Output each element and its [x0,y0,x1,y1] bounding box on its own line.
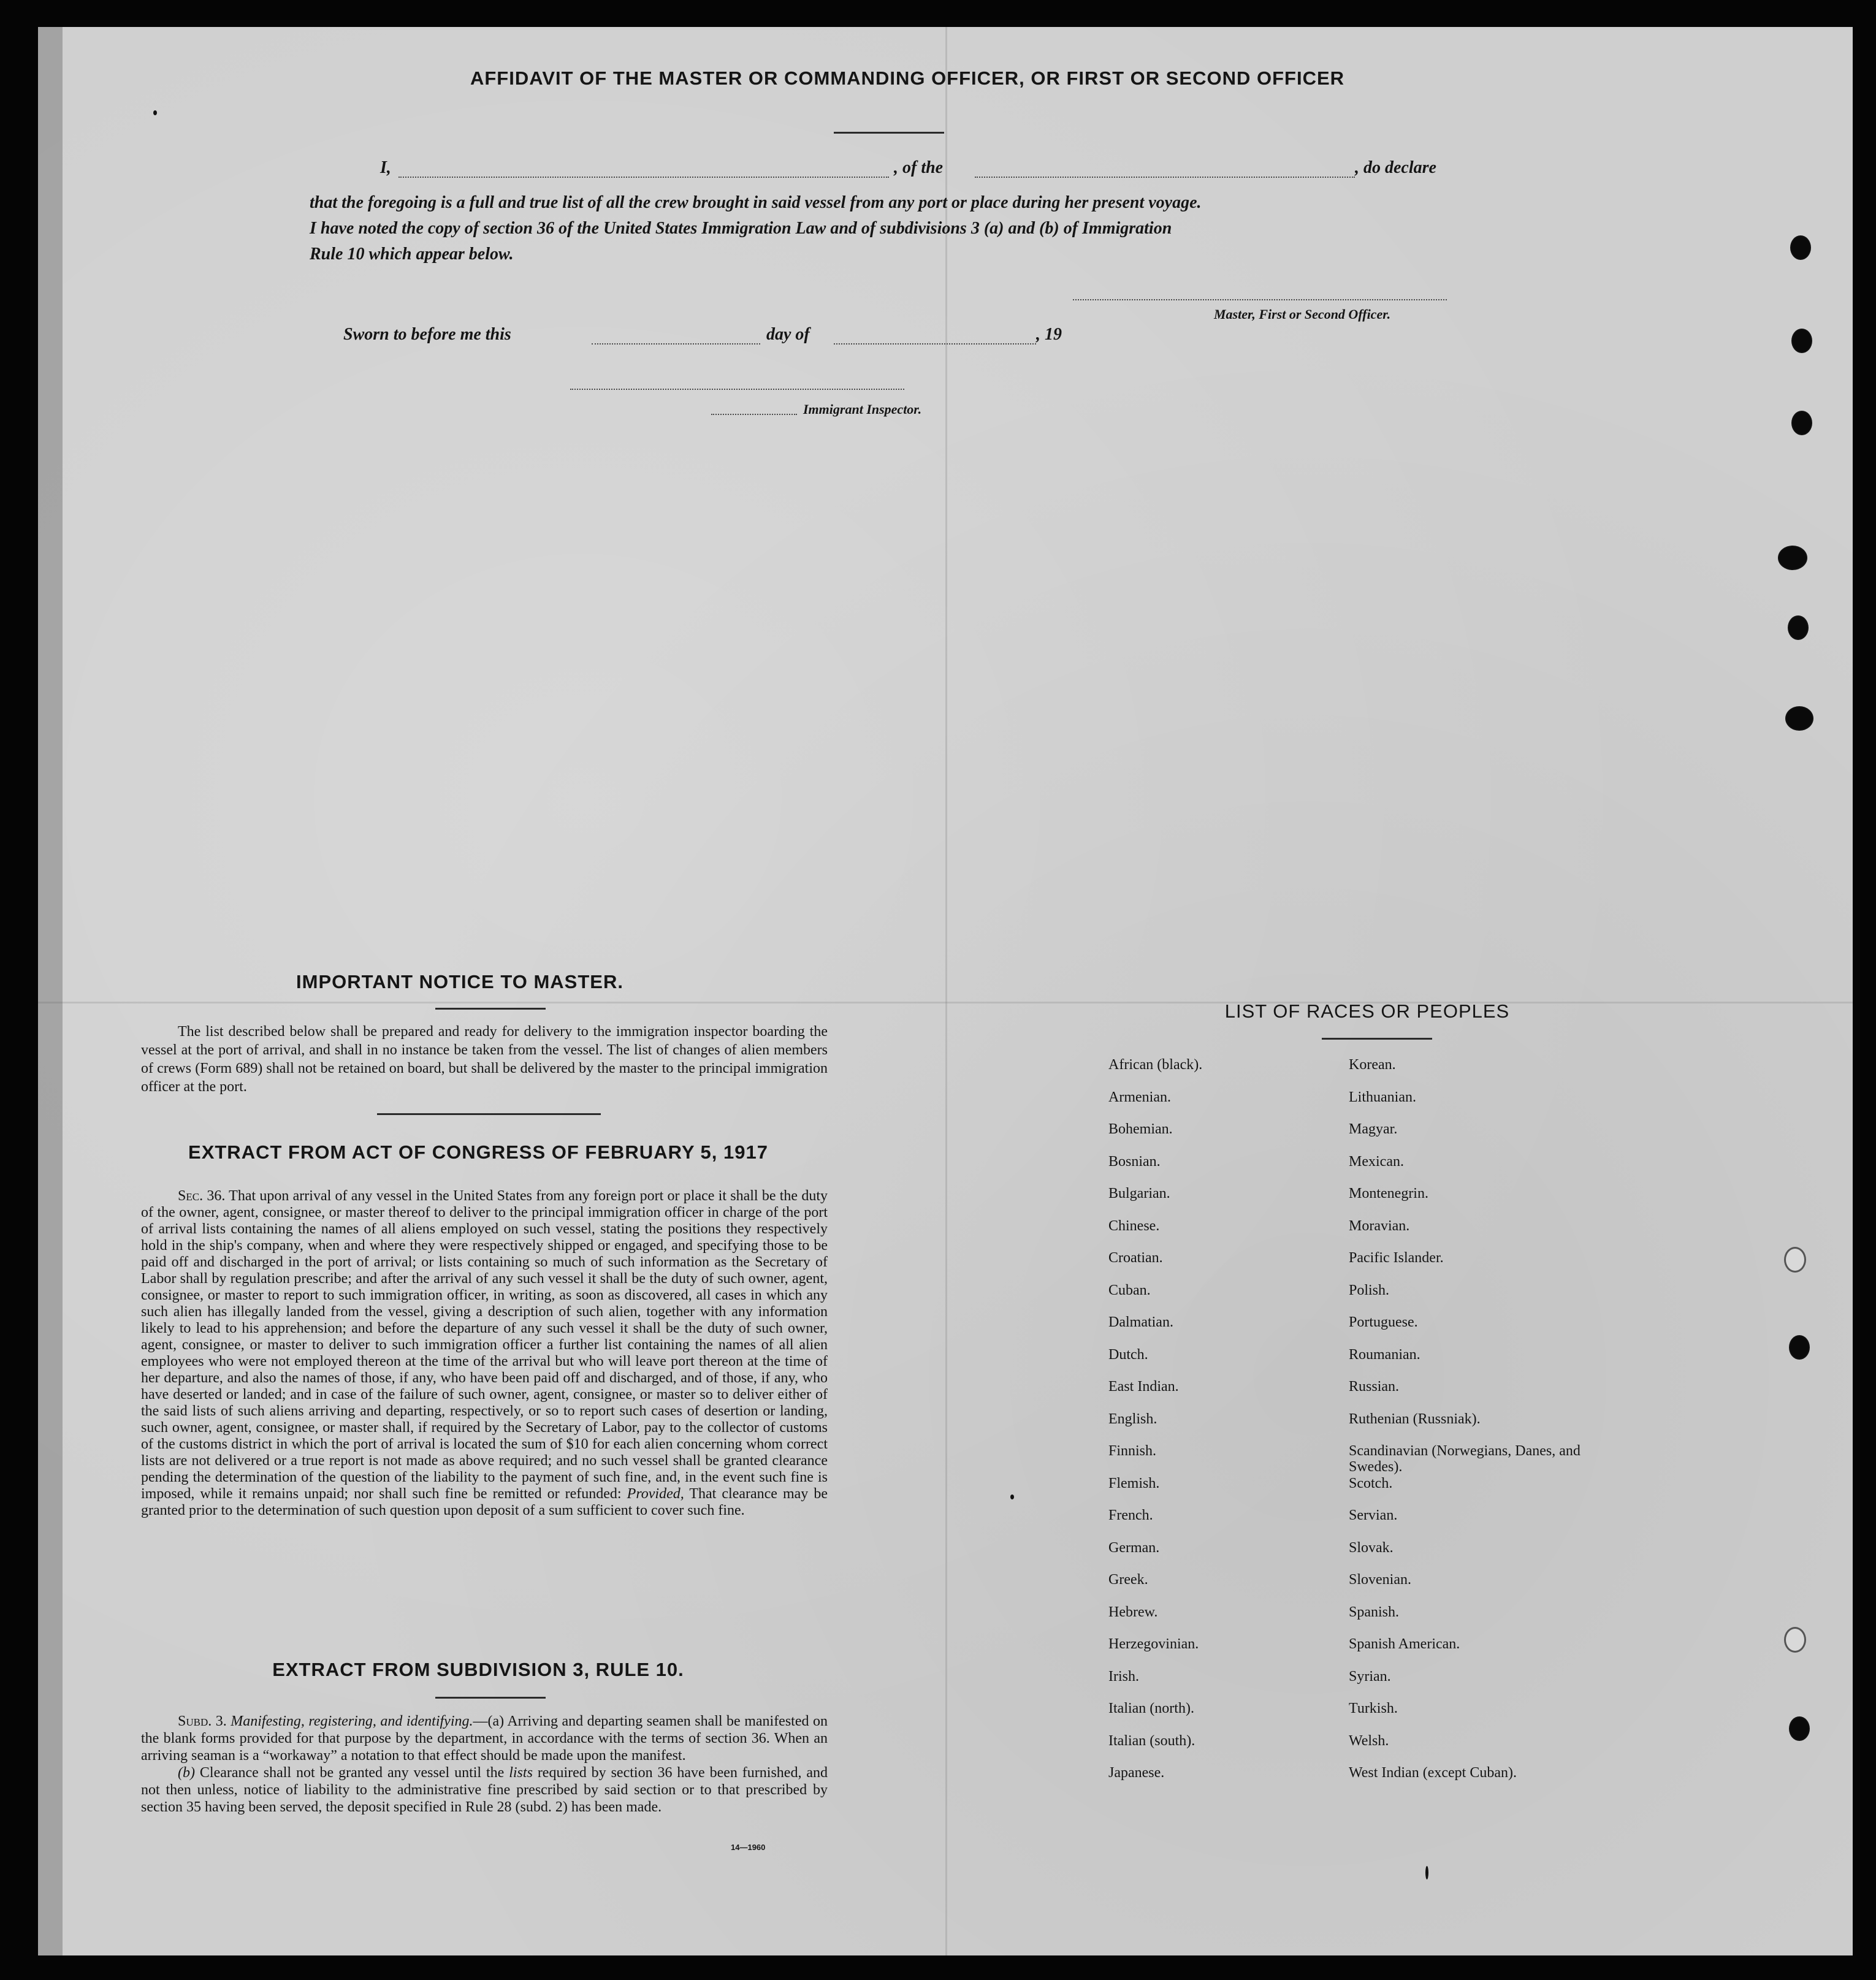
declarant-name-field[interactable] [398,177,889,178]
of-the-label: , of the [894,158,944,177]
race-item: Roumanian. [1349,1346,1420,1363]
year-label: , 19 [1036,325,1062,344]
race-item: Cuban. [1108,1282,1151,1298]
section-label: Sec. 36. [178,1188,226,1204]
race-item: Italian (south). [1108,1732,1195,1749]
para-b-lists: lists [509,1765,533,1781]
form-number: 14—1960 [731,1843,766,1852]
para-a-text: Arriving and departing seamen shall be manifested on the blank forms provided for that purpose by the department, in accordance with the terms of section 36. When an arriving seaman is a “workaway” a notation to that effect should be made upon the manifest. [141,1713,828,1764]
race-item: Chinese. [1108,1217,1160,1234]
proviso-text: That clearance may be granted prior to the determination of such question upon deposit of a sum sufficient to cover such fine. [141,1486,828,1518]
race-item: Servian. [1349,1507,1398,1523]
race-item: Welsh. [1349,1732,1389,1749]
race-item: Armenian. [1108,1089,1171,1105]
inspector-label: Immigrant Inspector. [803,402,922,417]
section-text: That upon arrival of any vessel in the United States from any foreign port or place it shall be the duty of the owner, agent, consignee, or master thereof to deliver to the principal immigration officer in charge of the port of arrival lists containing the names of all aliens employed on such vessel, stating the positions they respectively hold in the ship's company, when and where they were respectively shipped or engaged, and specifying those to be paid off and discharged in the port of arrival; or lists containing so much of such information as the Secretary of Labor shall by regulation prescribe; and after the arrival of any such vessel it shall be the duty of such owner, agent, consignee, or master to report to such immigration officer, in writing, as soon as discovered, all cases in which any such alien has illegally landed from the vessel, giving a description of such alien, together with any information likely to lead to his apprehension; and before the departure of any such vessel it shall be the duty of such owner, agent, consignee, or master to deliver to such immigration officer a further list containing the names of all alien employees who were not employed thereon at the time of the arrival but who will leave port thereon at the time of her departure, and also the names of those, if any, who have been paid off and discharged, and of those, if any, who have deserted or landed; and in case of the failure of such owner, agent, consignee, or master so to deliver either of the said lists of such aliens arriving and departing, respectively, or so to report such cases of desertion or landing, such owner, agent, consignee, or master shall, if required by the Secretary of Labor, pay to the collector of customs of the customs district in which the port of arrival is located the sum of $10 for each alien concerning whom correct lists are not delivered or a true report is not made as above required; and no such vessel shall be granted clearance pending the determination of the question of the liability to the payment of such fine, and, in the event such fine is imposed, while it remains unpaid; nor shall such fine be remitted or refunded: [141,1188,828,1502]
affidavit-body-line-1: that the foregoing is a full and true list of all the crew brought in said vessel from any port or place during her present voyage. [310,193,1202,212]
race-item: English. [1108,1411,1157,1427]
race-item: Polish. [1349,1282,1390,1298]
race-item: Korean. [1349,1057,1396,1073]
extract-rule-text [141,1713,828,1816]
binding-hole [1789,1716,1810,1741]
vessel-name-field[interactable] [975,177,1355,178]
inspector-prefix-field[interactable] [711,414,797,415]
race-item: Irish. [1108,1668,1139,1685]
binding-hole [1784,1247,1806,1273]
notice-divider [377,1113,601,1115]
ink-speck [153,110,157,115]
race-item: Italian (north). [1108,1700,1194,1716]
paragraph-b [141,1764,828,1816]
race-item: Bulgarian. [1108,1186,1170,1201]
binding-hole [1778,546,1807,570]
extract-rule-underline [435,1697,546,1699]
race-item: African (black). [1108,1057,1203,1073]
affidavit-body-line-3: Rule 10 which appear below. [310,245,514,264]
page-edge-shadow [38,27,63,1955]
binding-hole [1784,1627,1806,1653]
para-a-label: —(a) [473,1713,505,1729]
race-item: Slovenian. [1349,1572,1411,1588]
fold-crease-vertical [945,27,947,1955]
inspector-signature-field[interactable] [570,389,904,390]
race-item: Greek. [1108,1572,1148,1588]
races-underline [1322,1038,1432,1040]
race-item: Lithuanian. [1349,1089,1416,1105]
race-item: Turkish. [1349,1700,1398,1716]
race-item: Portuguese. [1349,1314,1418,1330]
race-item: Bosnian. [1108,1153,1161,1170]
paragraph-a [141,1713,828,1764]
extract-act-text [141,1188,828,1519]
race-item: Dalmatian. [1108,1314,1173,1330]
race-item: Ruthenian (Russniak). [1349,1411,1481,1427]
para-b-text-1: Clearance shall not be granted any vessel until the [199,1765,505,1781]
binding-hole [1791,329,1812,353]
race-item: Syrian. [1349,1668,1391,1685]
race-item: Pacific Islander. [1349,1250,1444,1266]
day-of-label: day of [766,325,810,344]
race-item: Spanish American. [1349,1636,1460,1652]
subd-heading: Manifesting, registering, and identifying. [231,1713,473,1729]
race-item: Magyar. [1349,1121,1398,1137]
race-item: Hebrew. [1108,1604,1158,1620]
para-b-text-2: required by section 36 have been furnished, and not then unless, notice of liability to the administrative fine prescribed by said section or to that prescribed by section 35 having been served, the deposit specified in Rule 28 (subd. 2) has been made. [141,1765,828,1815]
sworn-month-field[interactable] [834,343,1036,345]
extract-act-title: EXTRACT FROM ACT OF CONGRESS OF FEBRUARY 5, 1917 [188,1141,768,1163]
sworn-label: Sworn to before me this [343,325,511,344]
race-item: Herzegovinian. [1108,1636,1199,1652]
race-item: Scandinavian (Norwegians, Danes, and Swedes). [1349,1443,1580,1475]
subd-label: Subd. 3. [178,1713,227,1729]
master-signature-field[interactable] [1073,299,1447,300]
race-item: Mexican. [1349,1153,1404,1170]
i-label: I, [380,158,391,177]
race-item: East Indian. [1108,1379,1179,1395]
races-title: LIST OF RACES OR PEOPLES [1224,1000,1510,1022]
ink-speck [1010,1495,1014,1499]
binding-hole [1785,706,1813,731]
race-item: Finnish. [1108,1443,1157,1459]
proviso-label: Provided, [627,1486,684,1502]
race-item: Bohemian. [1108,1121,1173,1137]
race-item: Croatian. [1108,1250,1163,1266]
race-item: Moravian. [1349,1217,1410,1234]
notice-text: The list described below shall be prepared and ready for delivery to the immigration inspector boarding the vessel at the port of arrival, and shall in no instance be taken from the vessel. The list of changes of alien members of crews (Form 689) shall not be retained on board, but shall be delivered by the master to the principal immigration officer at the port. [141,1024,828,1095]
race-item: Spanish. [1349,1604,1400,1620]
master-signature-label: Master, First or Second Officer. [1214,307,1391,322]
notice-title: IMPORTANT NOTICE TO MASTER. [296,971,623,992]
sworn-day-field[interactable] [592,343,760,345]
race-item: West Indian (except Cuban). [1349,1765,1517,1781]
extract-rule-title: EXTRACT FROM SUBDIVISION 3, RULE 10. [272,1659,684,1680]
race-item: Montenegrin. [1349,1186,1428,1201]
para-b-label: (b) [178,1765,195,1781]
title-underline [834,132,944,134]
binding-hole [1789,1335,1810,1360]
binding-hole [1788,615,1809,640]
affidavit-title: AFFIDAVIT OF THE MASTER OR COMMANDING OFFICER, OR FIRST OR SECOND OFFICER [470,67,1345,89]
binding-hole [1790,235,1811,260]
race-item: Slovak. [1349,1539,1394,1556]
ink-speck [1425,1866,1428,1879]
affidavit-body-line-2: I have noted the copy of section 36 of the United States Immigration Law and of subdivisions 3 (a) and (b) of Immigration [310,219,1172,238]
race-item: German. [1108,1539,1160,1556]
race-item: French. [1108,1507,1153,1523]
affidavit-body [310,190,1487,267]
race-item: Dutch. [1108,1346,1148,1363]
race-item: Russian. [1349,1379,1400,1395]
binding-hole [1791,411,1812,435]
declare-label: , do declare [1355,158,1436,177]
notice-underline [435,1008,546,1010]
race-item: Japanese. [1108,1765,1165,1781]
race-item: Scotch. [1349,1475,1393,1491]
race-item: Flemish. [1108,1475,1160,1491]
